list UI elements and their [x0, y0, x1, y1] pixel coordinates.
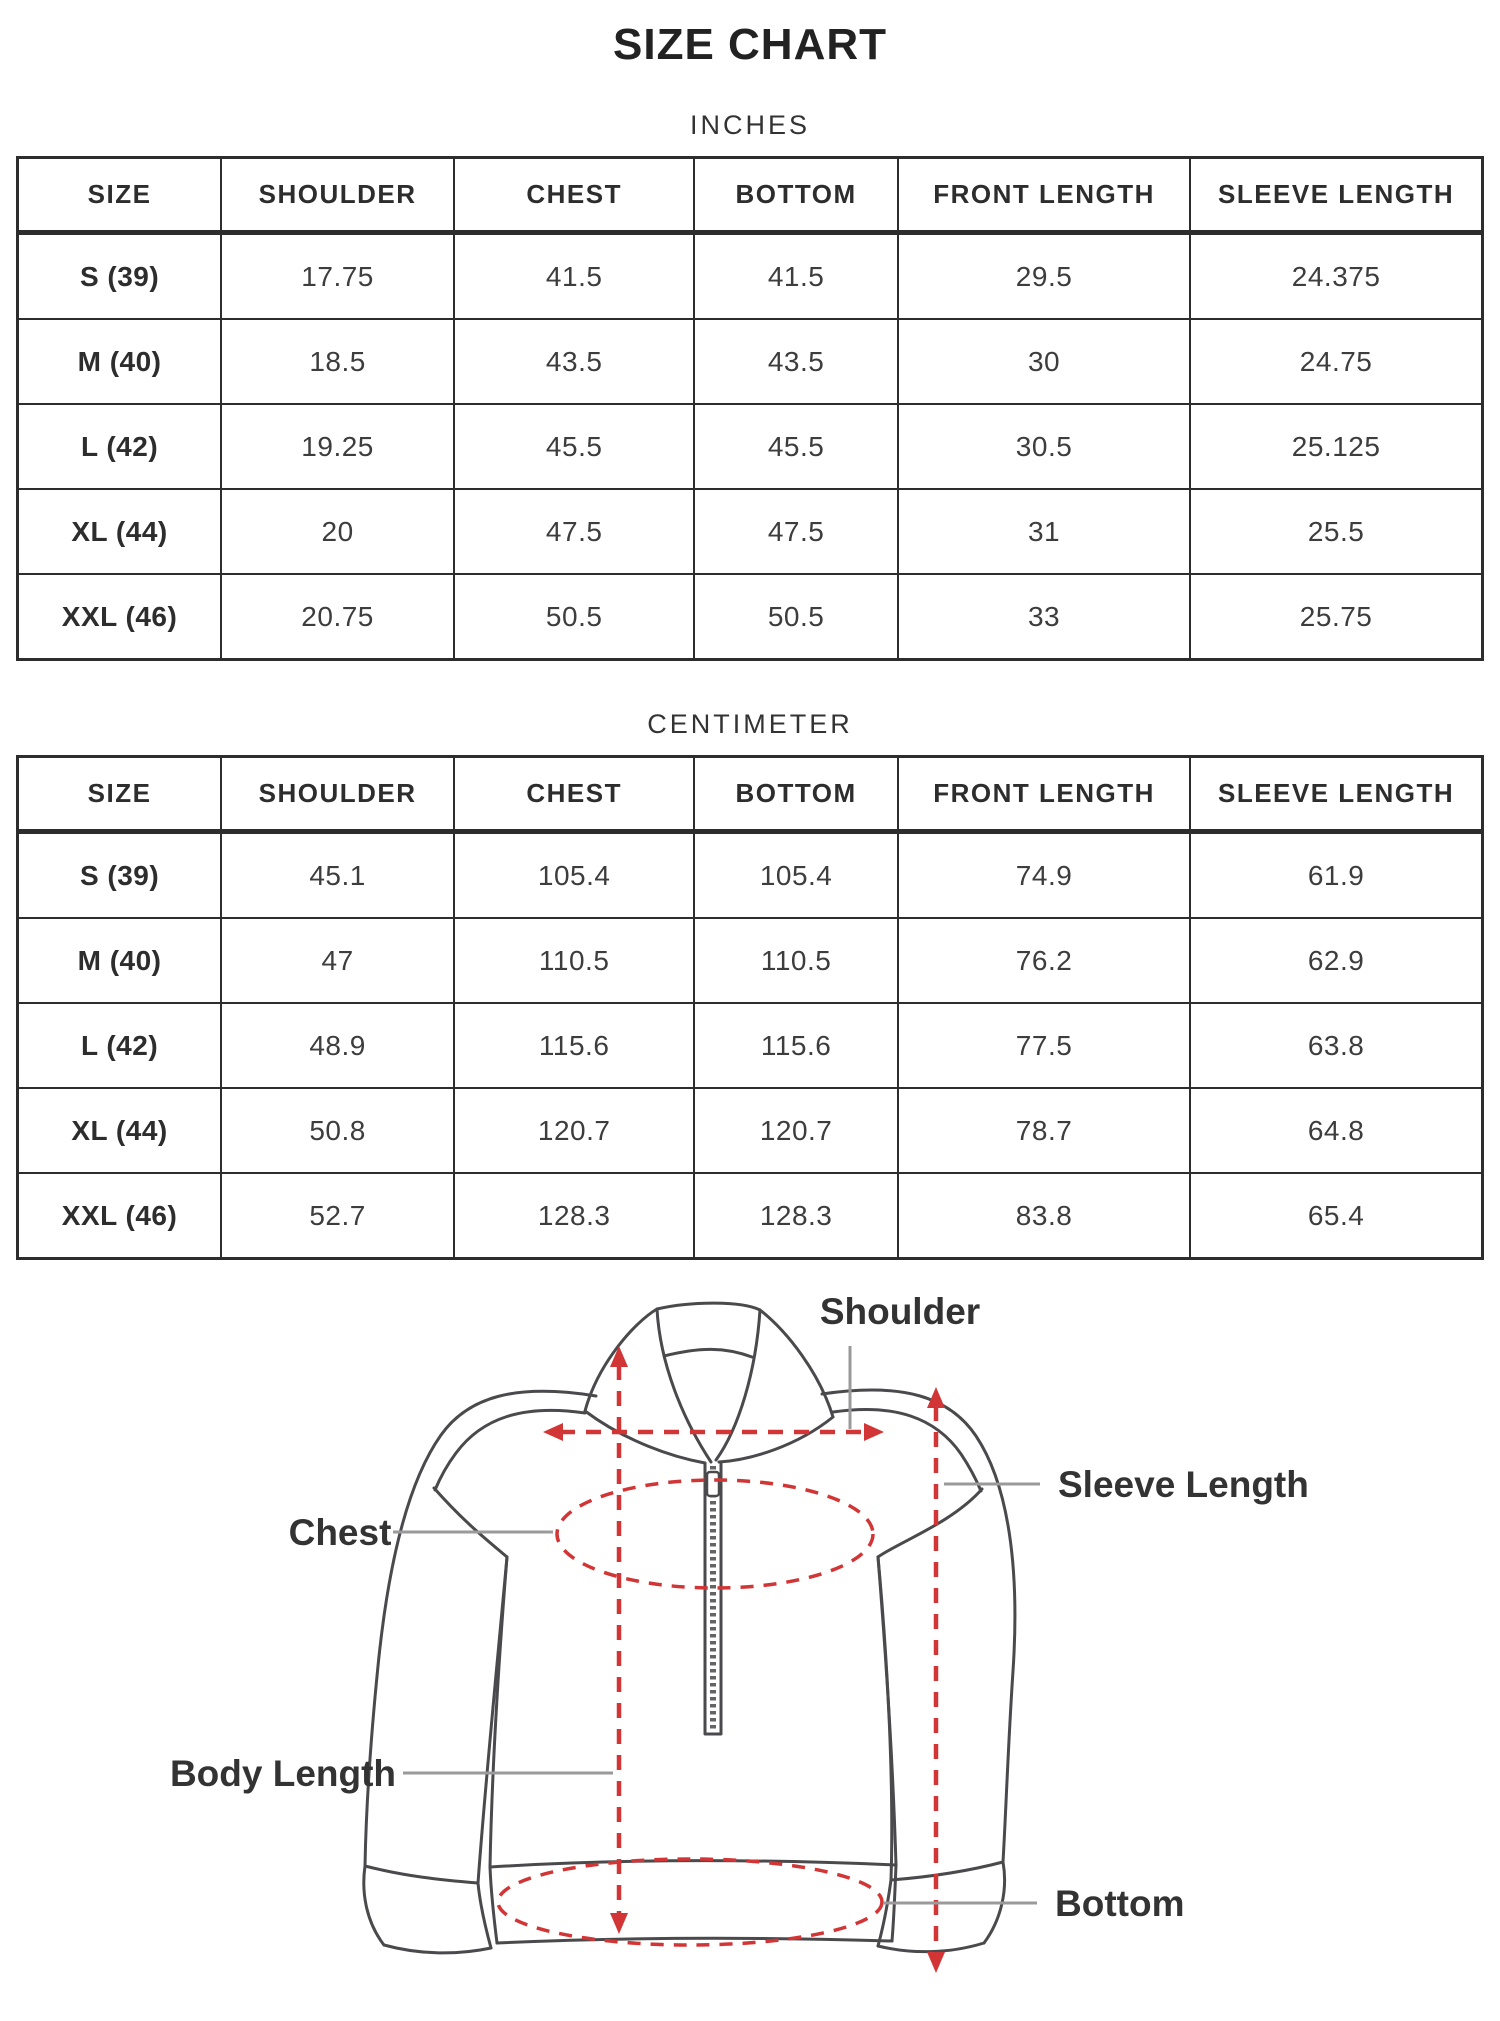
measurement-diagram: [0, 1266, 1500, 2021]
col-header-bottom: BOTTOM: [694, 158, 898, 233]
cell-shoulder: 17.75: [221, 233, 454, 320]
table-row: [18, 574, 1483, 660]
cell-chest: 45.5: [454, 404, 694, 489]
cell-size: S (39): [18, 832, 222, 919]
cell-bottom: 110.5: [694, 918, 898, 1003]
table-row: [18, 404, 1483, 489]
cell-size: XXL (46): [18, 574, 222, 660]
col-header-chest: CHEST: [454, 757, 694, 832]
cell-chest: 47.5: [454, 489, 694, 574]
cell-shoulder: 19.25: [221, 404, 454, 489]
table-row: [18, 233, 1483, 320]
shoulder-label: Shoulder: [819, 1291, 981, 1332]
cell-sleeve-length: 25.5: [1190, 489, 1482, 574]
cell-sleeve-length: 25.75: [1190, 574, 1482, 660]
cell-bottom: 41.5: [694, 233, 898, 320]
cell-front-length: 31: [898, 489, 1190, 574]
cell-bottom: 128.3: [694, 1173, 898, 1259]
size-table-centimeter: [16, 755, 1484, 1260]
cell-sleeve-length: 64.8: [1190, 1088, 1482, 1173]
cell-chest: 128.3: [454, 1173, 694, 1259]
zipper: [705, 1463, 721, 1734]
table-row: [18, 918, 1483, 1003]
cell-bottom: 105.4: [694, 832, 898, 919]
cell-bottom: 47.5: [694, 489, 898, 574]
col-header-bottom: BOTTOM: [694, 757, 898, 832]
table-row: [18, 1088, 1483, 1173]
pullover-outline-drawing: [364, 1303, 1015, 1953]
cell-size: M (40): [18, 319, 222, 404]
cell-chest: 50.5: [454, 574, 694, 660]
bottom-measure-ellipse: [498, 1859, 882, 1945]
chest-label: Chest: [288, 1512, 392, 1553]
cell-sleeve-length: 24.75: [1190, 319, 1482, 404]
cell-front-length: 74.9: [898, 832, 1190, 919]
cell-chest: 115.6: [454, 1003, 694, 1088]
arrowhead-up: [927, 1387, 945, 1408]
cell-shoulder: 20.75: [221, 574, 454, 660]
cell-size: XL (44): [18, 489, 222, 574]
cell-bottom: 43.5: [694, 319, 898, 404]
arrowhead-down: [610, 1913, 628, 1934]
cell-shoulder: 48.9: [221, 1003, 454, 1088]
cell-front-length: 30: [898, 319, 1190, 404]
col-header-sleeve-length: SLEEVE LENGTH: [1190, 158, 1482, 233]
cell-shoulder: 52.7: [221, 1173, 454, 1259]
col-header-sleeve-length: SLEEVE LENGTH: [1190, 757, 1482, 832]
unit-label-inches: INCHES: [689, 110, 810, 140]
body-length-label: Body Length: [169, 1753, 397, 1794]
col-header-shoulder: SHOULDER: [221, 757, 454, 832]
col-header-size: SIZE: [18, 757, 222, 832]
diagram-labels: [170, 1291, 1309, 1924]
cell-chest: 105.4: [454, 832, 694, 919]
cell-front-length: 33: [898, 574, 1190, 660]
unit-label-centimeter: CENTIMETER: [647, 709, 853, 739]
bottom-label: Bottom: [1055, 1883, 1185, 1924]
table-row: [18, 1003, 1483, 1088]
cell-chest: 110.5: [454, 918, 694, 1003]
cell-chest: 41.5: [454, 233, 694, 320]
cell-size: XXL (46): [18, 1173, 222, 1259]
cell-front-length: 78.7: [898, 1088, 1190, 1173]
cell-shoulder: 47: [221, 918, 454, 1003]
page-title: SIZE CHART: [613, 20, 887, 69]
cell-bottom: 50.5: [694, 574, 898, 660]
table-row: [18, 1173, 1483, 1259]
size-table-inches: [16, 156, 1484, 661]
cell-shoulder: 45.1: [221, 832, 454, 919]
col-header-shoulder: SHOULDER: [221, 158, 454, 233]
cell-bottom: 115.6: [694, 1003, 898, 1088]
cell-sleeve-length: 62.9: [1190, 918, 1482, 1003]
cell-size: XL (44): [18, 1088, 222, 1173]
table-row: [18, 489, 1483, 574]
cell-shoulder: 20: [221, 489, 454, 574]
cell-bottom: 45.5: [694, 404, 898, 489]
cell-sleeve-length: 25.125: [1190, 404, 1482, 489]
cell-size: S (39): [18, 233, 222, 320]
cell-front-length: 30.5: [898, 404, 1190, 489]
cell-bottom: 120.7: [694, 1088, 898, 1173]
cell-shoulder: 18.5: [221, 319, 454, 404]
table-header-row: [18, 757, 1483, 832]
cell-front-length: 29.5: [898, 233, 1190, 320]
table-header-row: [18, 158, 1483, 233]
table-row: [18, 832, 1483, 919]
sleeve-length-label: Sleeve Length: [1058, 1464, 1309, 1505]
arrowhead-left: [543, 1423, 563, 1441]
cell-front-length: 76.2: [898, 918, 1190, 1003]
cell-chest: 43.5: [454, 319, 694, 404]
cell-sleeve-length: 65.4: [1190, 1173, 1482, 1259]
cell-chest: 120.7: [454, 1088, 694, 1173]
cell-sleeve-length: 24.375: [1190, 233, 1482, 320]
cell-size: L (42): [18, 404, 222, 489]
col-header-size: SIZE: [18, 158, 222, 233]
arrowhead-right: [864, 1423, 884, 1441]
cell-sleeve-length: 63.8: [1190, 1003, 1482, 1088]
col-header-front-length: FRONT LENGTH: [898, 757, 1190, 832]
cell-front-length: 77.5: [898, 1003, 1190, 1088]
size-chart-page: [16, 0, 1484, 1260]
table-row: [18, 319, 1483, 404]
cell-size: L (42): [18, 1003, 222, 1088]
col-header-front-length: FRONT LENGTH: [898, 158, 1190, 233]
cell-size: M (40): [18, 918, 222, 1003]
col-header-chest: CHEST: [454, 158, 694, 233]
arrowhead-up: [610, 1346, 628, 1367]
arrowhead-down: [927, 1952, 945, 1973]
cell-sleeve-length: 61.9: [1190, 832, 1482, 919]
cell-shoulder: 50.8: [221, 1088, 454, 1173]
cell-front-length: 83.8: [898, 1173, 1190, 1259]
